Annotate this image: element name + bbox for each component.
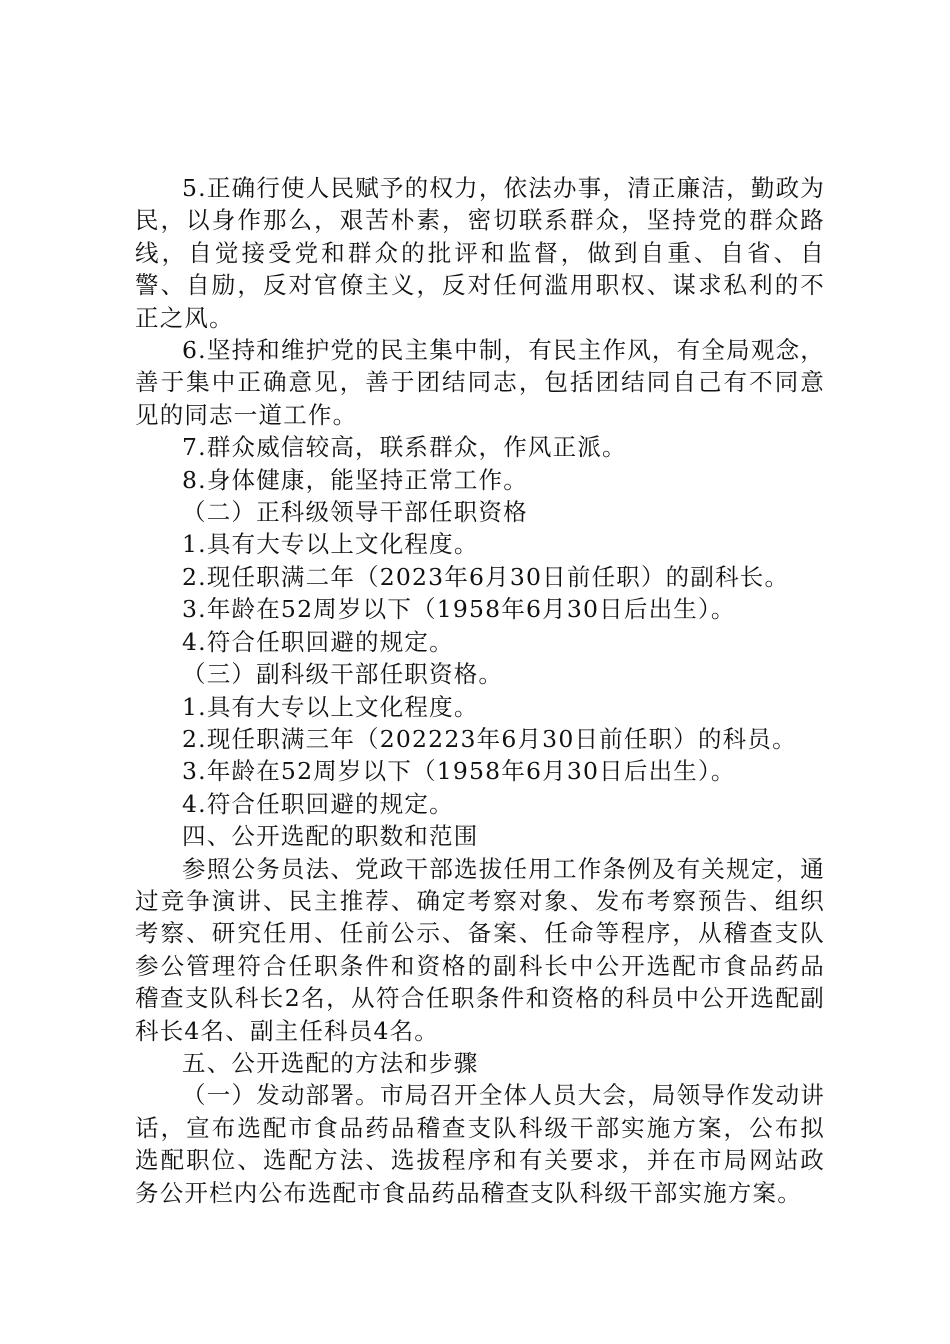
paragraph-item-5: 5.正确行使人民赋予的权力，依法办事，清正廉洁，勤政为民，以身作那么，艰苦朴素，密切联系群众，坚持党的群众路线，自觉接受党和群众的批评和监督，做到自重、自省、自警、自励，反对官僚主义，反对任何滥用职权、谋求私利的不正之风。: [135, 174, 825, 332]
paragraph-item: 4.符合任职回避的规定。: [182, 627, 454, 656]
paragraph-item-6: 6.坚持和维护党的民主集中制，有民主作风，有全局观念，善于集中正确意见，善于团结同志，包括团结同自己有不同意见的同志一道工作。: [135, 336, 825, 429]
paragraph-item-8: 8.身体健康，能坚持正常工作。: [182, 465, 528, 494]
paragraph-item: 3.年龄在52周岁以下（1958年6月30日后出生）。: [182, 757, 736, 786]
section-heading-four: 四、公开选配的职数和范围: [182, 822, 479, 851]
paragraph-item: 4.符合任职回避的规定。: [182, 789, 454, 818]
paragraph-procedure: 参照公务员法、党政干部选拔任用工作条例及有关规定，通过竞争演讲、民主推荐、确定考察对象、发布考察预告、组织考察、研究任用、任前公示、备案、任命等程序，从稽查支队参公管理符合任职条件和资格的副科长中公开选配市食品药品稽查支队科长2名，从符合任职条件和资格的科员中公开选配副科长4名、副主任科员4名。: [135, 854, 825, 1045]
paragraph-item: 1.具有大专以上文化程度。: [182, 692, 479, 721]
paragraph-item: 2.现任职满二年（2023年6月30日前任职）的副科长。: [182, 562, 790, 591]
paragraph-item-7: 7.群众威信较高，联系群众，作风正派。: [182, 433, 627, 462]
document-body: [135, 172, 825, 1209]
section-heading-3: （三）副科级干部任职资格。: [182, 660, 504, 689]
paragraph-mobilization: （一）发动部署。市局召开全体人员大会，局领导作发动讲话，宣布选配市食品药品稽查支队科级干部实施方案，公布拟选配职位、选配方法、选拔程序和有关要求，并在市局网站政务公开栏内公布选配市食品药品稽查支队科级干部实施方案。: [135, 1081, 825, 1207]
paragraph-item: 3.年龄在52周岁以下（1958年6月30日后出生）。: [182, 595, 736, 624]
section-heading-five: 五、公开选配的方法和步骤: [182, 1048, 479, 1077]
paragraph-item: 2.现任职满三年（202223年6月30日前任职）的科员。: [182, 724, 797, 753]
paragraph-item: 1.具有大专以上文化程度。: [182, 530, 479, 559]
section-heading-2: （二）正科级领导干部任职资格: [182, 498, 528, 527]
